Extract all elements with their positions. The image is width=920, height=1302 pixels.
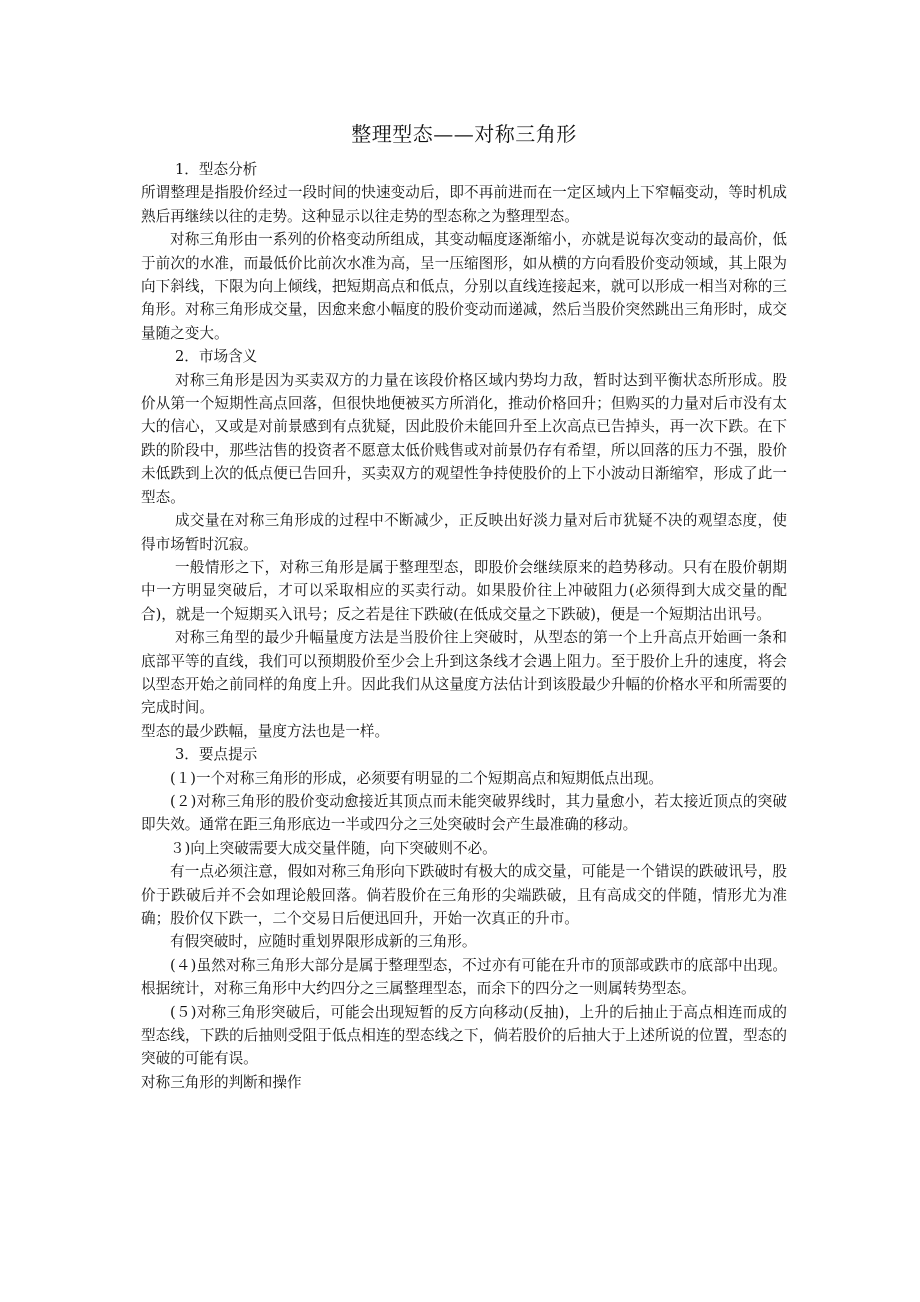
paragraph: 所谓整理是指股价经过一段时间的快速变动后，即不再前进而在一定区域内上下窄幅变动，等时机成熟后再继续以往的走势。这种显示以往走势的型态称之为整理型态。 xyxy=(141,184,787,225)
section-heading-key-points: 3．要点提示 xyxy=(175,746,258,764)
paragraph: 成交量在对称三角形成的过程中不断减少，正反映出好淡力量对后市犹疑不决的观望态度，使得市场暂时沉寂。 xyxy=(141,512,787,553)
paragraph: 型态的最少跌幅，量度方法也是一样。 xyxy=(141,722,390,740)
list-item: (１)一个对称三角形的形成，必须要有明显的二个短期高点和短期低点出现。 xyxy=(170,769,663,787)
paragraph: 对称三角形是因为买卖双方的力量在该段价格区域内势均力敌，暂时达到平衡状态所形成。股价从第一个短期性高点回落，但很快地便被买方所消化，推动价格回升；但购买的力量对后市没有太大的信心，又或是对前景感到有点犹疑，因此股价未能回升至上次高点已告掉头，再一次下跌。在下跌的阶段中，那些沽售的投资者不愿意太低价贱售或对前景仍存有希望，所以回落的压力不强，股价未低跌到上次的低点便已告回升，买卖双方的观望性争持使股价的上下小波动日渐缩窄，形成了此一型态。 xyxy=(141,371,787,506)
section-heading-pattern-analysis: 1．型态分析 xyxy=(175,161,258,178)
list-item: ３)向上突破需要大成交量伴随，向下突破则不必。 xyxy=(170,839,497,857)
document-title: 整理型态——对称三角形 xyxy=(351,122,577,146)
paragraph: 有假突破时，应随时重划界限形成新的三角形。 xyxy=(170,933,477,951)
list-item: (４)虽然对称三角形大部分是属于整理型态，不过亦有可能在升市的顶部或跌市的底部中出现。根据统计，对称三角形中大约四分之三属整理型态，而余下的四分之一则属转势型态。 xyxy=(141,956,787,998)
paragraph: 对称三角型的最少升幅量度方法是当股价往上突破时，从型态的第一个上升高点开始画一条和底部平等的直线，我们可以预期股价至少会上升到这条线才会遇上阻力。至于股价上升的速度，将会以型态开始之前同样的角度上升。因此我们从这量度方法估计到该股最少升幅的价格水平和所需要的完成时间。 xyxy=(141,629,787,717)
document-page xyxy=(141,118,787,1094)
list-item: (５)对称三角形突破后，可能会出现短暂的反方向移动(反抽)，上升的后抽止于高点相连而成的型态线，下跌的后抽则受阻于低点相连的型态线之下，倘若股价的后抽大于上述所说的位置，型态的突破的可能有误。 xyxy=(141,1003,787,1068)
paragraph: 对称三角形由一系列的价格变动所组成，其变动幅度逐渐缩小，亦就是说每次变动的最高价，低于前次的水准，而最低价比前次水准为高，呈一压缩图形，如从横的方向看股价变动领域，其上限为向下斜线，下限为向上倾线，把短期高点和低点，分别以直线连接起来，就可以形成一相当对称的三角形。对称三角形成交量，因愈来愈小幅度的股价变动而递减，然后当股价突然跳出三角形时，成交量随之变大。 xyxy=(141,231,787,342)
section-heading-market-meaning: 2．市场含义 xyxy=(175,348,258,366)
list-item: (２)对称三角形的股价变动愈接近其顶点而未能突破界线时，其力量愈小，若太接近顶点的突破即失效。通常在距三角形底边一半或四分之三处突破时会产生最准确的移动。 xyxy=(141,792,787,834)
section-heading-judgement-operation: 对称三角形的判断和操作 xyxy=(141,1073,302,1091)
paragraph: 有一点必须注意，假如对称三角形向下跌破时有极大的成交量，可能是一个错误的跌破讯号，股价于跌破后并不会如理论般回落。倘若股价在三角形的尖端跌破，且有高成交的伴随，情形尤为准确；股价仅下跌一，二个交易日后便迅回升，开始一次真正的升市。 xyxy=(141,863,787,927)
paragraph: 一般情形之下，对称三角形是属于整理型态，即股价会继续原来的趋势移动。只有在股价朝期中一方明显突破后，才可以采取相应的买卖行动。如果股价往上冲破阻力(必须得到大成交量的配合)，就是一个短期买入讯号；反之若是往下跌破(在低成交量之下跌破)，便是一个短期沽出讯号。 xyxy=(141,558,787,623)
